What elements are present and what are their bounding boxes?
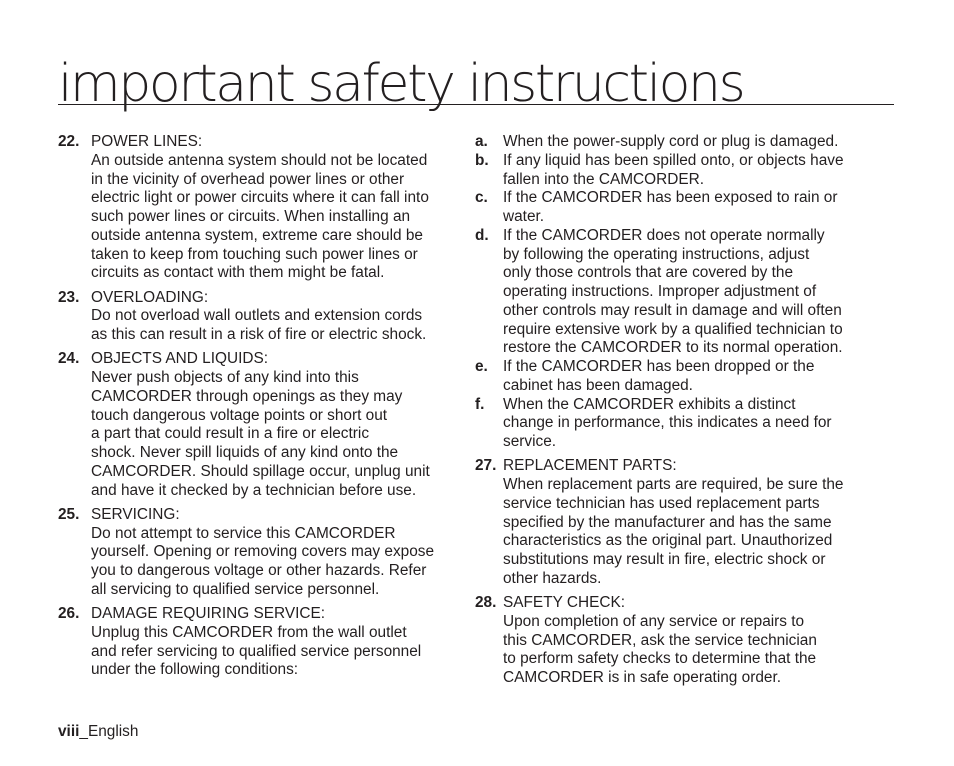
item-text-line: circuits as contact with them might be fatal. xyxy=(91,264,385,282)
instruction-item xyxy=(58,289,453,345)
condition-text-line: When the power-supply cord or plug is damaged. xyxy=(503,133,839,150)
item-heading: DAMAGE REQUIRING SERVICE: xyxy=(91,605,326,622)
page-title: important safety instructions xyxy=(58,54,744,114)
condition-text-line: If the CAMCORDER does not operate normally xyxy=(503,226,825,244)
condition-text-line: If the CAMCORDER has been dropped or the xyxy=(503,358,815,375)
condition-text-line: fallen into the CAMCORDER. xyxy=(503,170,705,188)
item-text-line: service technician has used replacement parts xyxy=(503,494,820,512)
condition-item xyxy=(475,152,867,190)
instruction-item xyxy=(58,350,453,500)
item-text-line: this CAMCORDER, ask the service technician xyxy=(503,631,817,649)
item-text-line: and have it checked by a technician before use. xyxy=(91,481,417,499)
footer-language: _English xyxy=(79,723,139,740)
damage-conditions-list xyxy=(475,133,867,452)
condition-text-line: only those controls that are covered by the xyxy=(503,264,794,282)
item-text-line: and refer servicing to qualified service personnel xyxy=(91,642,422,660)
condition-text-line: change in performance, this indicates a need for xyxy=(503,414,832,432)
item-text-line: characteristics as the original part. Unauthorized xyxy=(503,532,833,550)
condition-letter: c. xyxy=(475,189,488,207)
item-text-line: electric light or power circuits where it can fall into xyxy=(91,189,429,207)
condition-text-line: other controls may result in damage and will often xyxy=(503,301,842,319)
condition-letter: a. xyxy=(475,133,488,150)
item-text-line: An outside antenna system should not be located xyxy=(91,151,428,169)
condition-letter: d. xyxy=(475,226,489,244)
item-text-line: as this can result in a risk of fire or electric shock. xyxy=(91,326,427,343)
item-text-line: taken to keep from touching such power lines or xyxy=(91,245,418,263)
page-number: viii xyxy=(58,723,80,740)
item-heading: OBJECTS AND LIQUIDS: xyxy=(91,350,269,368)
condition-letter: f. xyxy=(475,395,485,413)
item-text-line: substitutions may result in fire, electric shock or xyxy=(503,551,826,568)
item-number: 27. xyxy=(475,457,497,475)
item-text-line: specified by the manufacturer and has the same xyxy=(503,513,832,531)
condition-letter: e. xyxy=(475,358,488,375)
item-text-line: shock. Never spill liquids of any kind onto the xyxy=(91,444,399,461)
item-heading: SAFETY CHECK: xyxy=(503,594,626,611)
item-text-line: When replacement parts are required, be sure the xyxy=(503,476,844,493)
left-column xyxy=(58,133,453,686)
item-text-line: such power lines or circuits. When installing an xyxy=(91,208,411,225)
condition-text-line: require extensive work by a qualified technician to xyxy=(503,320,843,338)
item-text-line: CAMCORDER. Should spillage occur, unplug unit xyxy=(91,462,430,480)
condition-text-line: water. xyxy=(503,208,545,225)
item-text-line: Upon completion of any service or repairs to xyxy=(503,612,805,630)
instruction-item xyxy=(58,133,453,283)
item-heading: REPLACEMENT PARTS: xyxy=(503,457,677,475)
title-underline xyxy=(58,104,894,105)
item-text-line: outside antenna system, extreme care should be xyxy=(91,226,423,244)
condition-text-line: If the CAMCORDER has been exposed to rain or xyxy=(503,189,838,207)
item-number: 24. xyxy=(58,350,80,368)
item-text-line: you to dangerous voltage or other hazards. Refer xyxy=(91,562,427,579)
instruction-item xyxy=(58,506,453,600)
condition-text-line: operating instructions. Improper adjustment of xyxy=(503,283,817,300)
item-heading: SERVICING: xyxy=(91,505,180,523)
item-number: 28. xyxy=(475,594,497,611)
right-column xyxy=(475,133,867,693)
page-footer xyxy=(58,722,138,742)
item-text-line: Unplug this CAMCORDER from the wall outlet xyxy=(91,623,407,641)
instruction-item xyxy=(58,605,453,680)
item-number: 22. xyxy=(58,133,80,150)
item-text-line: a part that could result in a fire or electric xyxy=(91,425,370,443)
item-text-line: Do not attempt to service this CAMCORDER xyxy=(91,524,396,542)
item-heading: OVERLOADING: xyxy=(91,288,209,306)
item-text-line: yourself. Opening or removing covers may expose xyxy=(91,543,435,561)
condition-text-line: When the CAMCORDER exhibits a distinct xyxy=(503,395,796,413)
instruction-item xyxy=(475,594,867,688)
item-text-line: Never push objects of any kind into this xyxy=(91,369,359,386)
condition-text-line: cabinet has been damaged. xyxy=(503,376,693,394)
item-text-line: under the following conditions: xyxy=(91,661,299,679)
item-text-line: touch dangerous voltage points or short out xyxy=(91,406,388,424)
item-number: 26. xyxy=(58,605,80,622)
condition-item xyxy=(475,396,867,452)
item-number: 23. xyxy=(58,288,80,306)
condition-item xyxy=(475,189,867,227)
condition-item xyxy=(475,227,867,358)
condition-text-line: by following the operating instructions, adjust xyxy=(503,245,810,263)
condition-text-line: restore the CAMCORDER to its normal operation. xyxy=(503,339,843,357)
condition-text-line: If any liquid has been spilled onto, or objects have xyxy=(503,151,844,169)
condition-text-line: service. xyxy=(503,433,557,450)
item-text-line: Do not overload wall outlets and extension cords xyxy=(91,307,423,325)
item-text-line: CAMCORDER through openings as they may xyxy=(91,387,403,405)
item-text-line: to perform safety checks to determine that the xyxy=(503,650,817,668)
condition-letter: b. xyxy=(475,151,489,169)
item-text-line: in the vicinity of overhead power lines or other xyxy=(91,170,405,188)
item-heading: POWER LINES: xyxy=(91,133,203,150)
instruction-item xyxy=(475,457,867,588)
condition-item xyxy=(475,133,867,152)
item-text-line: CAMCORDER is in safe operating order. xyxy=(503,669,781,686)
item-text-line: all servicing to qualified service personnel. xyxy=(91,580,380,598)
condition-item xyxy=(475,358,867,396)
item-text-line: other hazards. xyxy=(503,569,602,587)
item-number: 25. xyxy=(58,505,80,523)
